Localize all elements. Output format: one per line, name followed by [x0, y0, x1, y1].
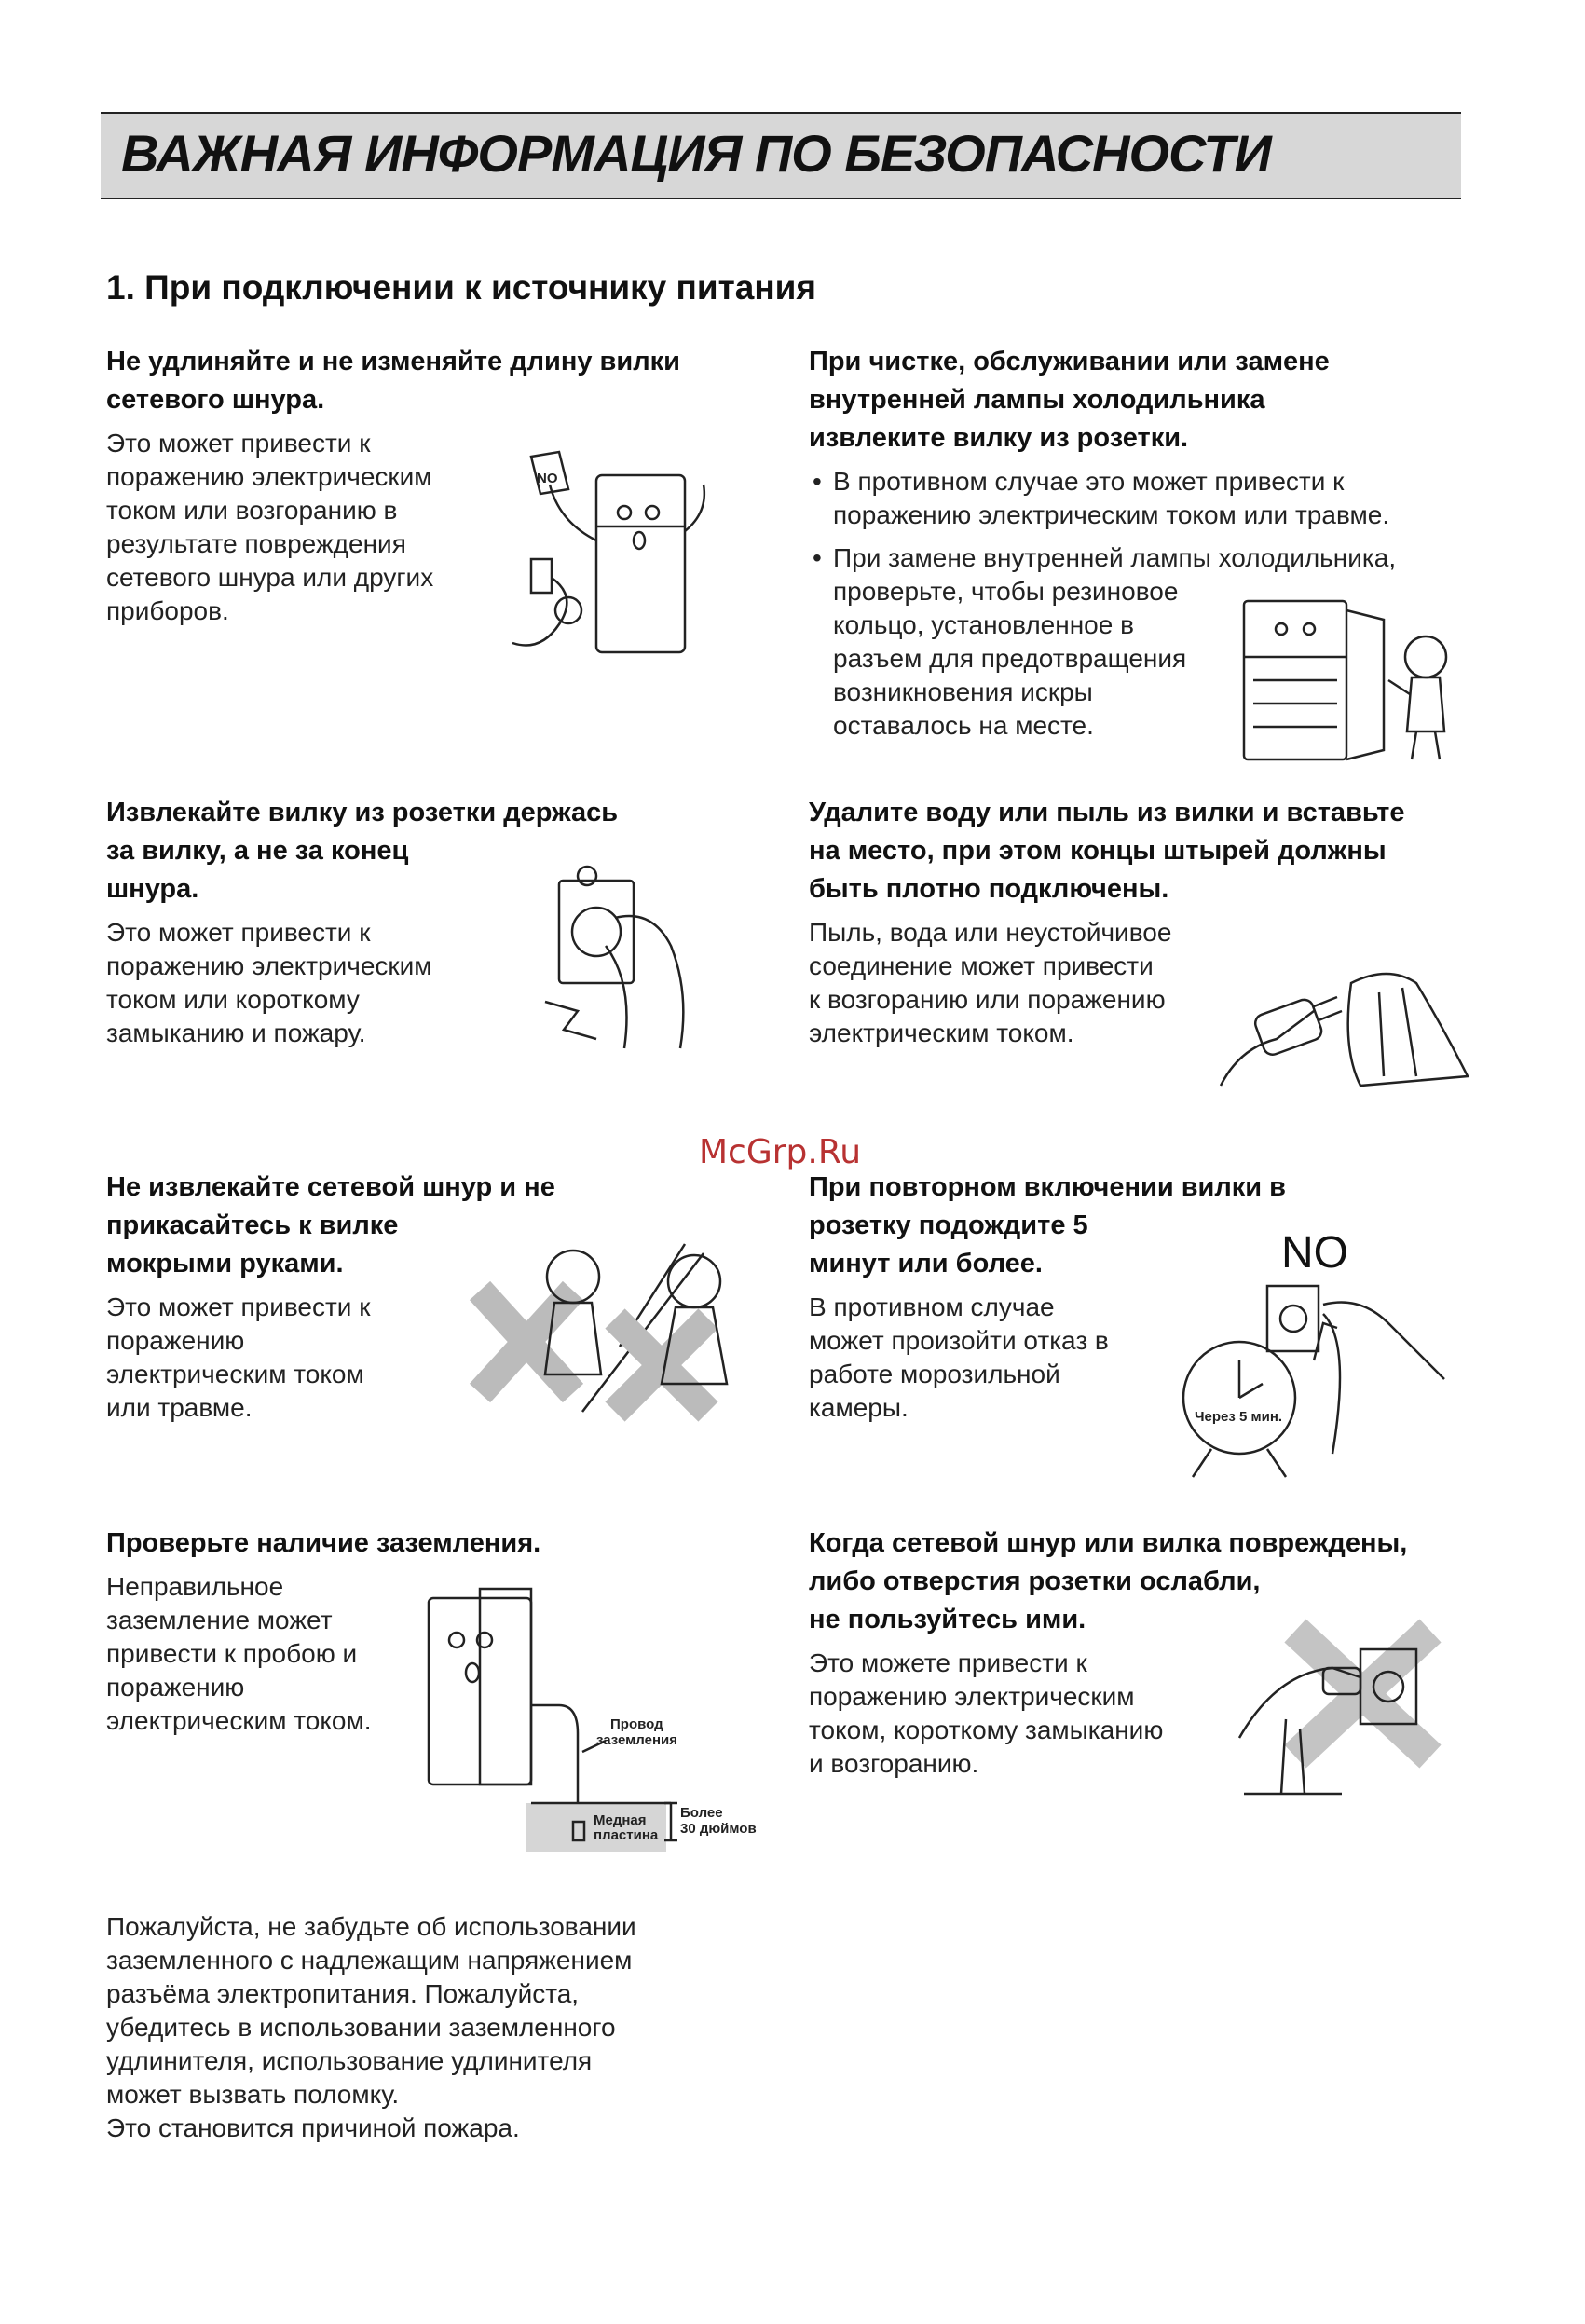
open-fridge-illustration	[1235, 592, 1468, 769]
fridge-refusing-illustration	[503, 438, 717, 662]
block-body: Пыль, вода или неустойчивое соединение может привести к возгоранию или поражению электрическим током.	[809, 918, 1172, 1047]
hand-pulling-plug-illustration	[540, 862, 708, 1058]
bullet-item: • При замене внутренней лампы холодильника, проверьте, чтобы резиновое кольцо, установленное в разъем для предотвращения возникновения искры оставалось на месте.	[809, 541, 1461, 743]
no-label: NO	[1281, 1228, 1348, 1278]
grounding-note: Пожалуйста, не забудьте об использовании заземленного с надлежащим напряжением разъёма электропитания. Пожалуйста, убедитесь в использовании заземленного удлинителя, использование удлинителя может вызвать поломку. Это становится причиной пожара.	[106, 1912, 636, 2142]
block-heading: При повторном включении вилки в розетку подождите 5 минут или более.	[809, 1172, 1287, 1278]
page-title: ВАЖНАЯ ИНФОРМАЦИЯ ПО БЕЗОПАСНОСТИ	[121, 124, 1271, 183]
clock-label: Через 5 мин.	[1195, 1409, 1283, 1425]
wet-hands-illustration	[471, 1235, 759, 1421]
block-body: Это может привести к поражению электрическим током или короткому замыканию и пожару.	[106, 918, 432, 1047]
depth-label: Более 30 дюймов	[680, 1805, 757, 1837]
block-heading: При чистке, обслуживании или замене внутренней лампы холодильника извлеките вилку из розетки.	[809, 347, 1330, 453]
block-body: Это можете привести к поражению электрическим током, короткому замыканию и возгоранию.	[809, 1648, 1164, 1778]
section-title: 1. При подключении к источнику питания	[106, 268, 817, 307]
clock-and-socket-illustration	[1174, 1221, 1444, 1482]
block-body: Это может привести к поражению электрическим током или возгоранию в результате повреждения сетевого шнура или других приборов.	[106, 429, 434, 625]
watermark: McGrp.Ru	[699, 1133, 862, 1171]
damaged-cord-illustration	[1230, 1617, 1454, 1803]
block-body: Это может привести к поражению электрическим током или травме.	[106, 1292, 371, 1422]
block-body: В противном случае может произойти отказ в работе морозильной камеры.	[809, 1292, 1109, 1422]
block-heading: Проверьте наличие заземления.	[106, 1528, 541, 1558]
block-heading: Извлекайте вилку из розетки держась за вилку, а не за конец шнура.	[106, 798, 619, 904]
plug-and-cloth-illustration	[1202, 955, 1472, 1104]
block-heading: Удалите воду или пыль из вилки и вставьте на место, при этом концы штырей должны быть плотно подключены.	[809, 798, 1405, 904]
block-heading: Не извлекайте сетевой шнур и не прикасайтесь к вилке мокрыми руками.	[106, 1172, 555, 1278]
grounding-diagram	[424, 1584, 778, 1854]
no-label: NO	[537, 471, 558, 486]
bullet-item: • В противном случае это может привести к поражению электрическим током или травме.	[809, 465, 1461, 532]
block-heading: Когда сетевой шнур или вилка повреждены, либо отверстия розетки ослабли, не пользуйтесь ими.	[809, 1528, 1408, 1634]
block-heading: Не удлиняйте и не изменяйте длину вилки сетевого шнура.	[106, 347, 680, 415]
copper-plate-label: Медная пластина	[594, 1812, 659, 1843]
ground-wire-label: Провод заземления	[596, 1716, 677, 1748]
block-body: Неправильное заземление может привести к пробою и поражению электрическим током.	[106, 1572, 372, 1735]
